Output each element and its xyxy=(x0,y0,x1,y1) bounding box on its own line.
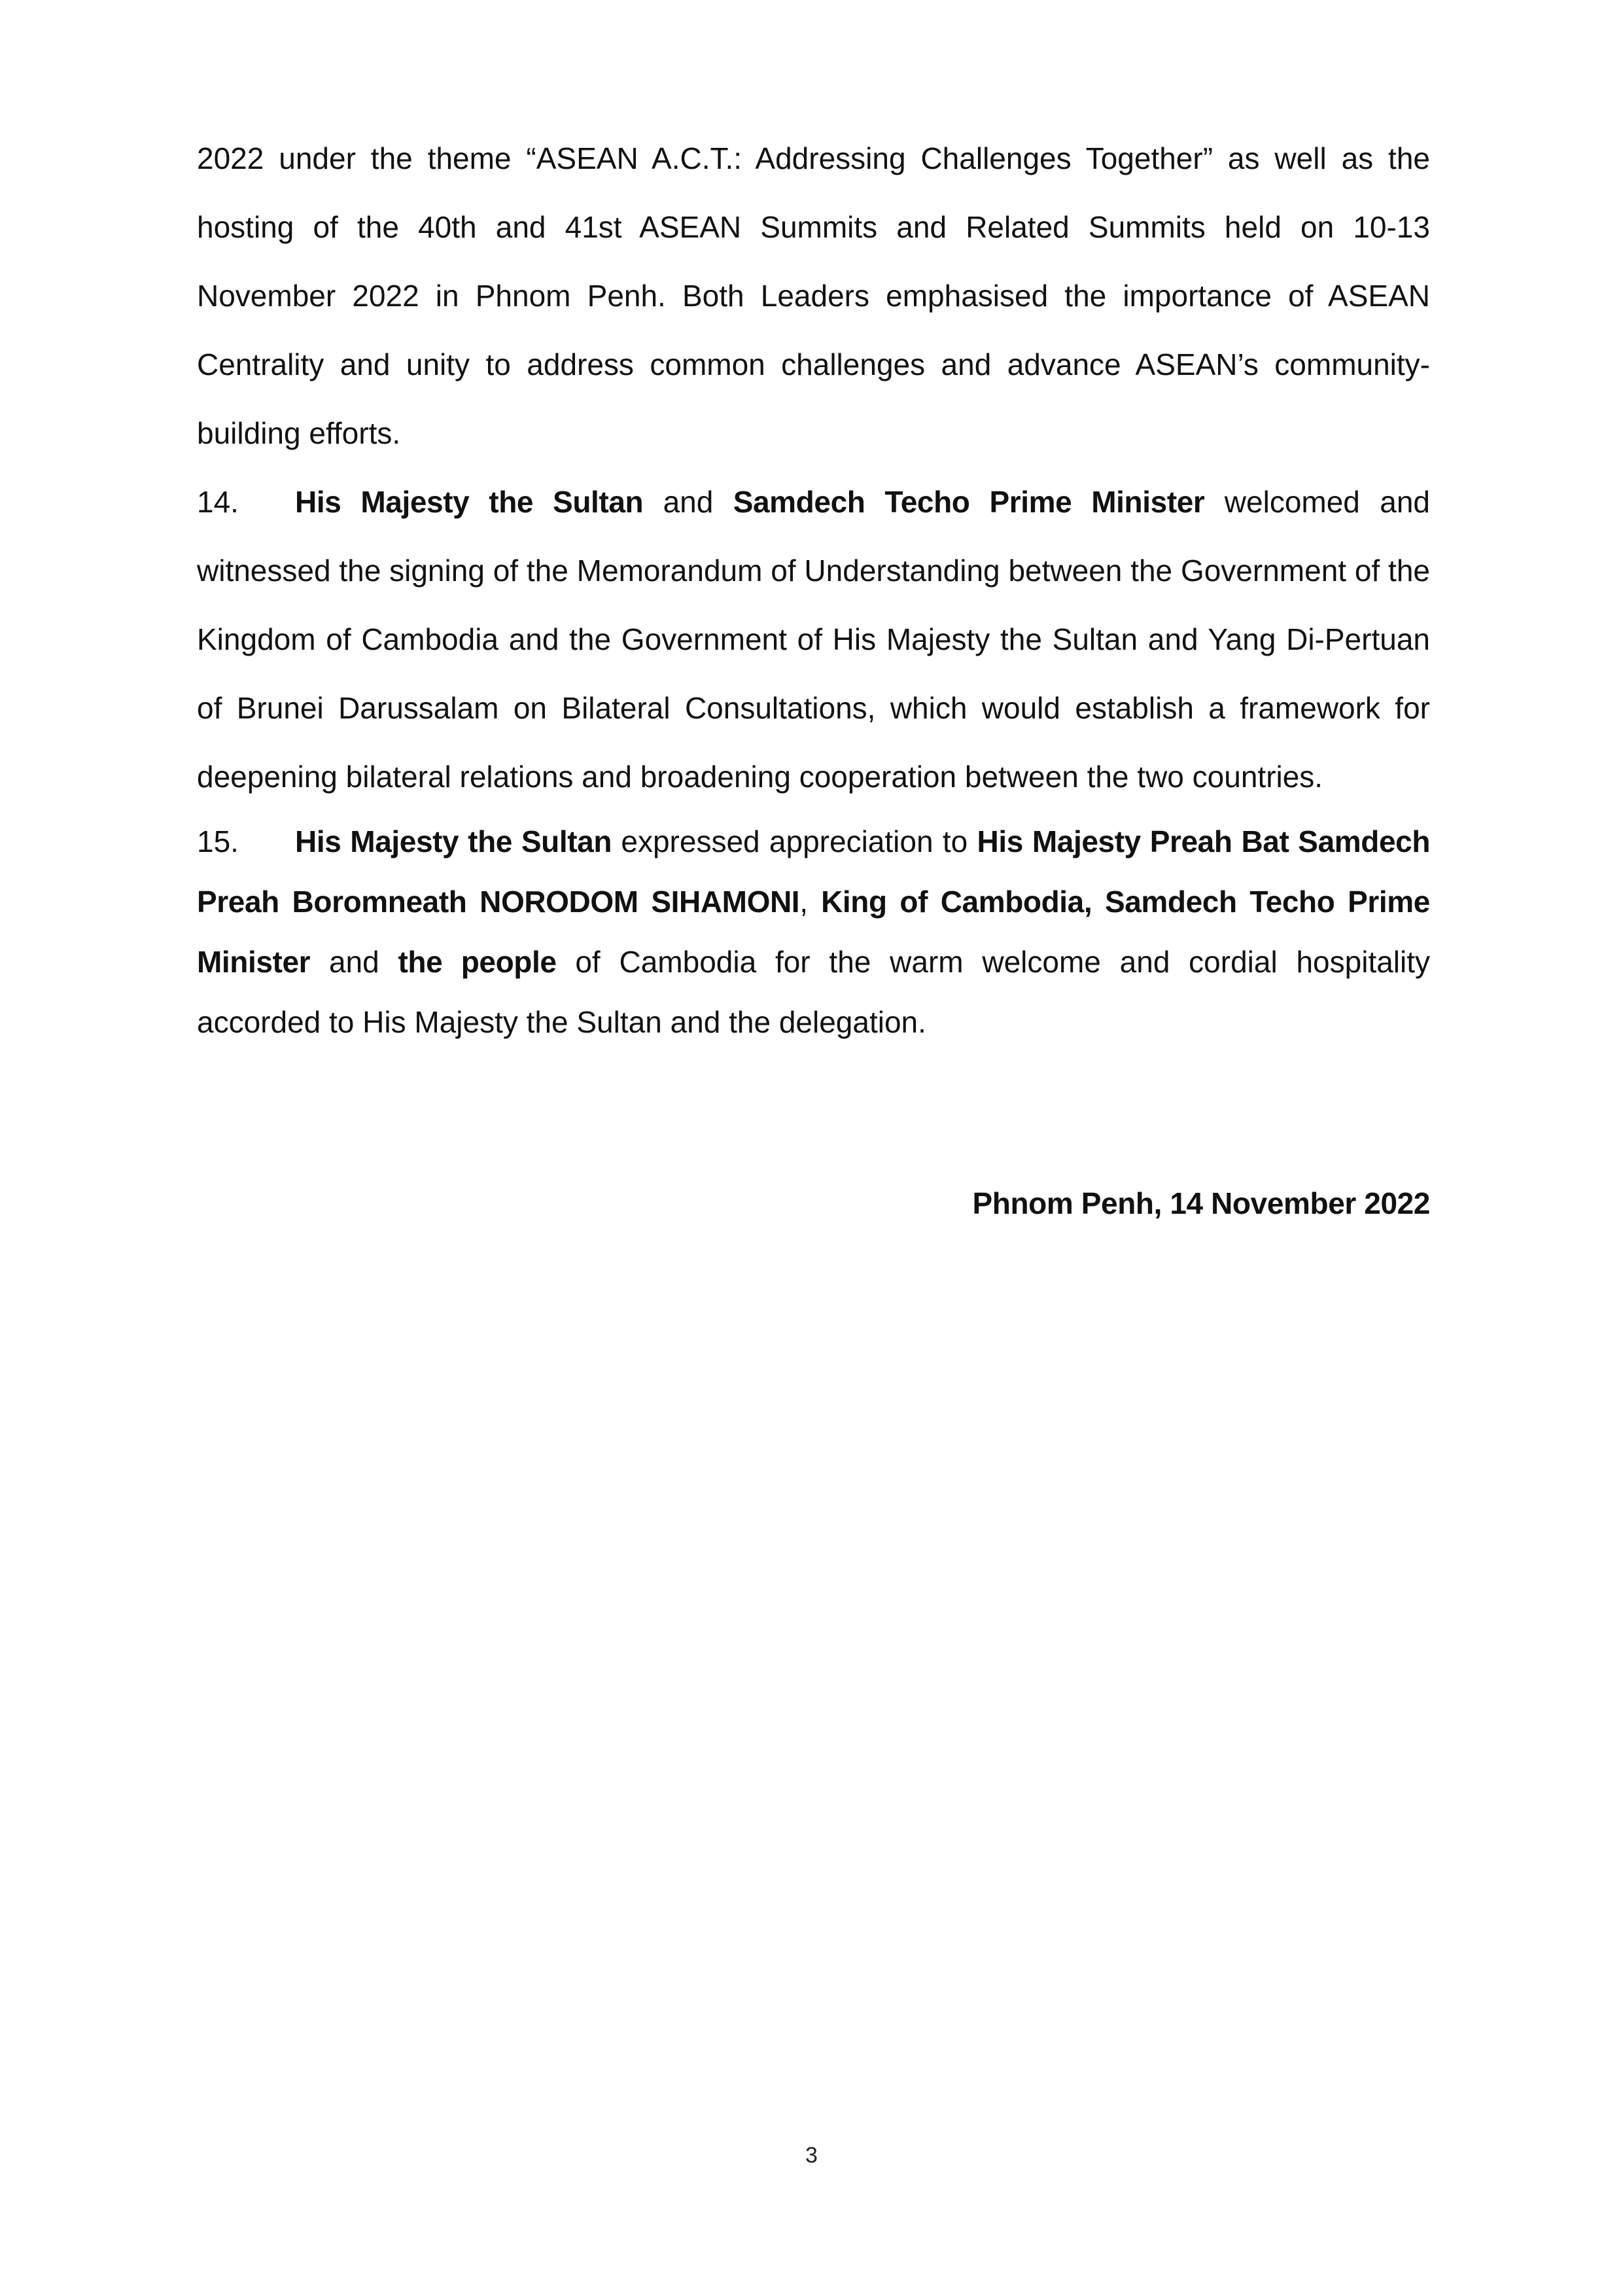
paragraph-text: expressed appreciation to xyxy=(621,824,968,858)
paragraph-text: of Cambodia for the warm welcome and cordial hospitality accorded to His Majesty the Sultan and the delegation. xyxy=(197,945,1431,1039)
punctuation: , xyxy=(799,885,808,919)
paragraph-15 xyxy=(197,811,1430,1052)
conjunction: and xyxy=(663,485,714,519)
the-people: the people xyxy=(398,945,557,979)
conjunction: and xyxy=(328,945,379,979)
page-number: 3 xyxy=(805,2143,818,2168)
paragraph-number: 15. xyxy=(197,824,239,858)
paragraph-13-continuation: 2022 under the theme “ASEAN A.C.T.: Addressing Challenges Together” as well as the hosting of the 40th and 41st ASEAN Summits and Related Summits held on 10-13 November 2022 in Phnom Penh. Both Leaders emphasised the importance of ASEAN Centrality and unity to address common challenges and advance ASEAN’s community-building efforts. xyxy=(197,141,1430,450)
sultan-name: His Majesty the Sultan xyxy=(295,485,644,519)
king-title-and-pm: King of Cambodia, Samdech Techo Prime Minister xyxy=(197,885,1430,979)
king-name: His Majesty Preah Bat Samdech Preah Boromneath NORODOM SIHAMONI xyxy=(197,824,1431,919)
paragraph-14 xyxy=(197,468,1430,811)
dateline: Phnom Penh, 14 November 2022 xyxy=(972,1186,1430,1220)
sultan-name: His Majesty the Sultan xyxy=(295,824,612,858)
prime-minister-name: Samdech Techo Prime Minister xyxy=(733,485,1205,519)
paragraph-text: welcomed and witnessed the signing of the Memorandum of Understanding between the Government of the Kingdom of Cambodia and the Government of His Majesty the Sultan and Yang Di-Pertuan of Brunei Darussalam on Bilateral Consultations, which would establish a framework for deepening bilateral relations and broadening cooperation between the two countries. xyxy=(197,485,1431,794)
document-body xyxy=(197,124,1430,1052)
paragraph-number: 14. xyxy=(197,485,239,519)
